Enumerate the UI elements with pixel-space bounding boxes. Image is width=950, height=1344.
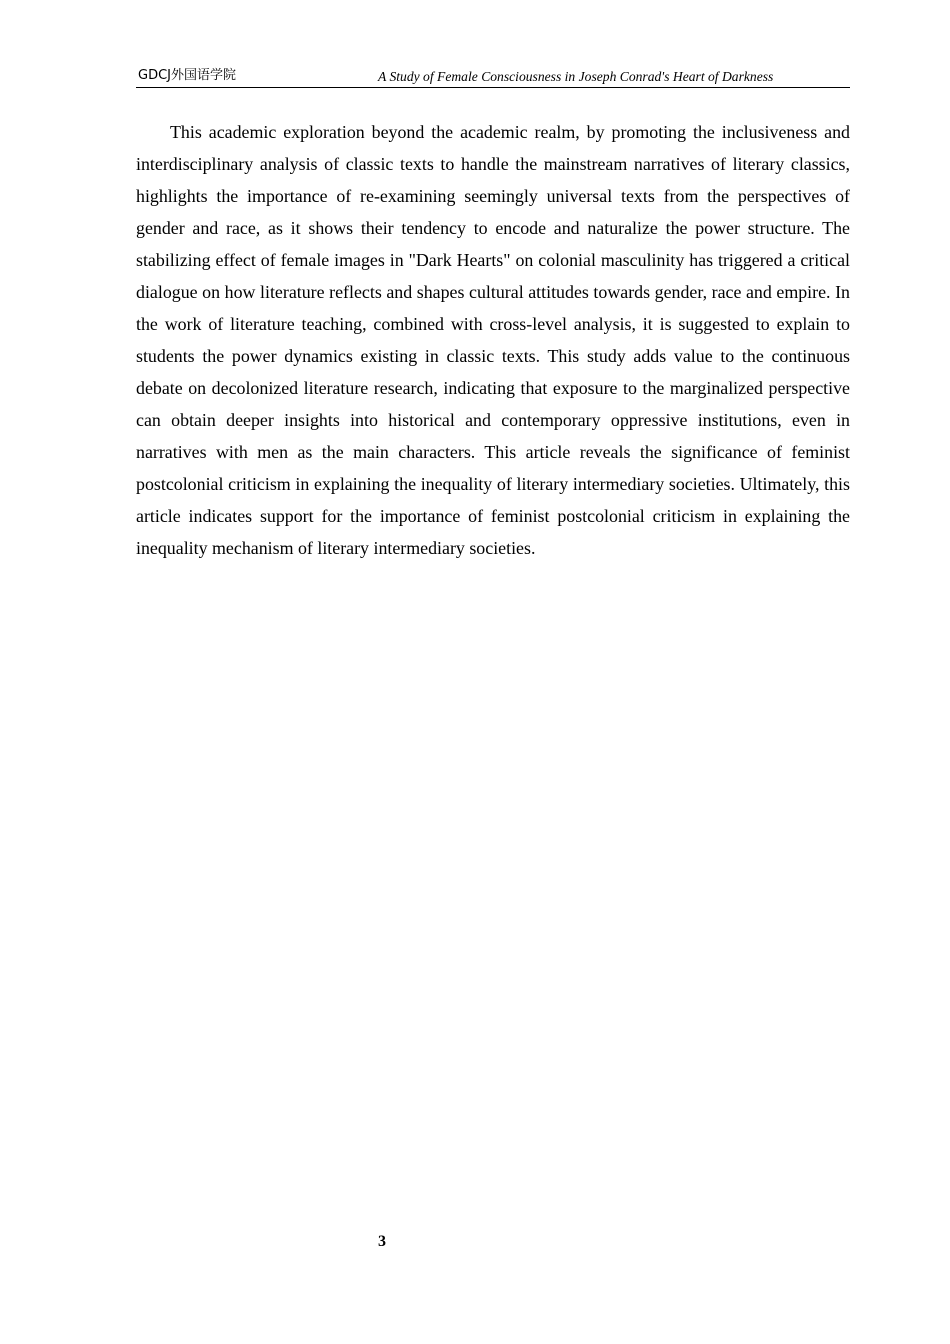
- header-institution: GDCJ外国语学院: [138, 68, 236, 83]
- page-number: 3: [378, 1233, 386, 1250]
- header-running-title: A Study of Female Consciousness in Joseph Conrad's Heart of Darkness: [378, 69, 774, 84]
- page-header: [136, 66, 850, 88]
- body-paragraph: This academic exploration beyond the academic realm, by promoting the inclusiveness and interdisciplinary analysis of classic texts to handle the mainstream narratives of literary classics, highlights the importance of re-examining seemingly universal texts from the perspectives of gender and race, as it shows their tendency to encode and naturalize the power structure. The stabilizing effect of female images in "Dark Hearts" on colonial masculinity has triggered a critical dialogue on how literature reflects and shapes cultural attitudes towards gender, race and empire. In the work of literature teaching, combined with cross-level analysis, it is suggested to explain to students the power dynamics existing in classic texts. This study adds value to the continuous debate on decolonized literature research, indicating that exposure to the marginalized perspective can obtain deeper insights into historical and contemporary oppressive institutions, even in narratives with men as the main characters. This article reveals the significance of feminist postcolonial criticism in explaining the inequality of literary intermediary societies. Ultimately, this article indicates support for the importance of feminist postcolonial criticism in explaining the inequality mechanism of literary intermediary societies.: [136, 122, 850, 558]
